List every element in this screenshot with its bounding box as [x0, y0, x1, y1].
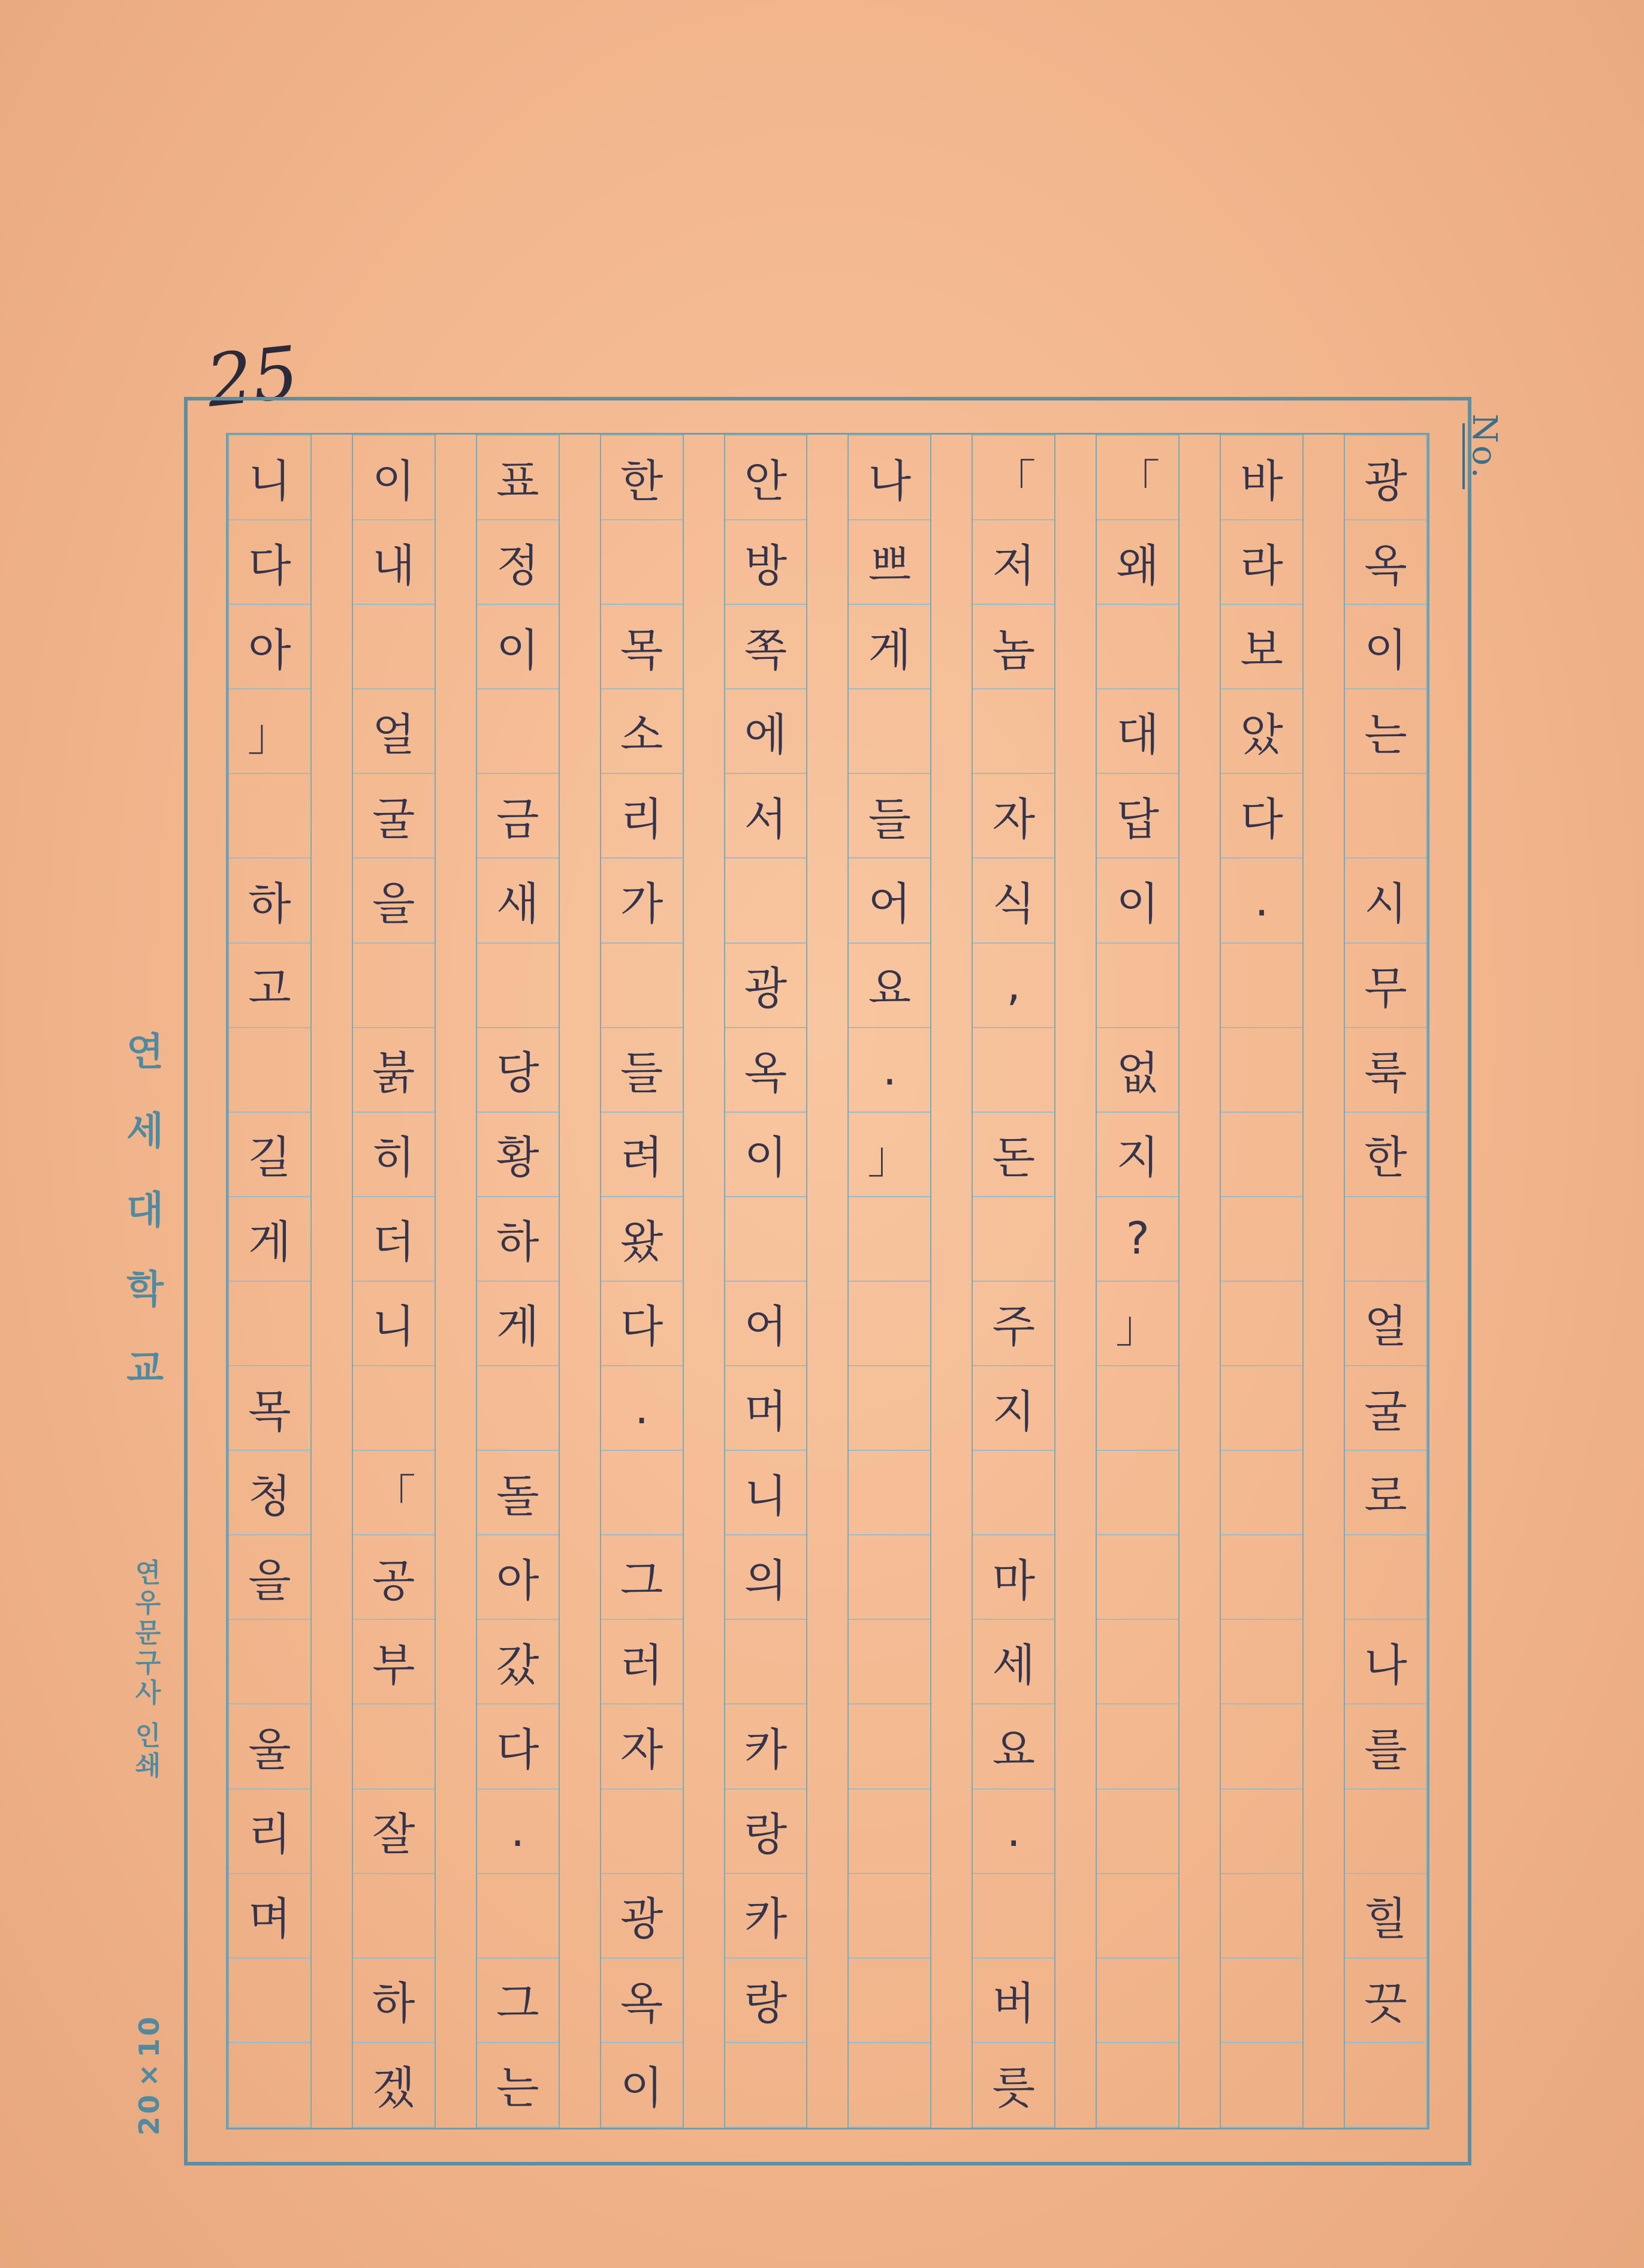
manuscript-cell: 주: [973, 1282, 1054, 1366]
manuscript-cell: 의: [725, 1535, 807, 1620]
manuscript-cell: 길: [229, 1113, 310, 1197]
manuscript-cell: 새: [477, 859, 559, 943]
manuscript-cell: 돌: [477, 1451, 559, 1535]
manuscript-cell: 황: [477, 1113, 559, 1197]
manuscript-cell: 어: [725, 1282, 807, 1366]
manuscript-cell: 더: [353, 1197, 435, 1282]
manuscript-cell: 놈: [973, 605, 1054, 689]
manuscript-cell: [229, 1620, 310, 1704]
manuscript-cell: .: [849, 1028, 930, 1113]
manuscript-cell: [973, 1874, 1054, 1959]
manuscript-cell: 방: [725, 520, 807, 605]
manuscript-cell: 쁘: [849, 520, 930, 605]
manuscript-cell: 」: [1097, 1282, 1178, 1366]
manuscript-cell: 없: [1097, 1028, 1178, 1113]
manuscript-cell: 답: [1097, 774, 1178, 859]
manuscript-column: [1344, 435, 1428, 2128]
column-gutter: [436, 435, 476, 2128]
school-name: 연세대학교: [119, 1031, 164, 1427]
manuscript-cell: [973, 1028, 1054, 1113]
manuscript-cell: 아: [477, 1535, 559, 1620]
manuscript-cell: 광: [1345, 435, 1426, 520]
manuscript-cell: 게: [477, 1282, 559, 1366]
manuscript-cell: 자: [601, 1704, 683, 1789]
manuscript-cell: 자: [973, 774, 1054, 859]
manuscript-cell: 요: [849, 944, 930, 1028]
manuscript-cell: 니: [725, 1451, 807, 1535]
manuscript-cell: [1097, 1959, 1178, 2043]
manuscript-cell: [601, 520, 683, 605]
manuscript-cell: [1221, 1620, 1302, 1704]
manuscript-cell: 서: [725, 774, 807, 859]
manuscript-cell: [1097, 1704, 1178, 1789]
manuscript-cell: [1221, 1535, 1302, 1620]
manuscript-cell: 릇: [973, 2043, 1054, 2128]
manuscript-cell: [601, 1451, 683, 1535]
manuscript-cell: .: [601, 1366, 683, 1451]
manuscript-cell: 이: [353, 435, 435, 520]
manuscript-cell: 옥: [601, 1959, 683, 2043]
no-label: No.: [1462, 414, 1504, 489]
manuscript-cell: 룩: [1345, 1028, 1426, 1113]
manuscript-cell: [1221, 1790, 1302, 1874]
manuscript-cell: [1345, 2043, 1426, 2128]
manuscript-cell: [477, 1366, 559, 1451]
grid-size-label: 20×10: [133, 2014, 165, 2136]
manuscript-cell: [1097, 1874, 1178, 1959]
manuscript-cell: [725, 1197, 807, 1282]
manuscript-cell: [1221, 1874, 1302, 1959]
manuscript-cell: 지: [1097, 1113, 1178, 1197]
manuscript-cell: [1221, 1282, 1302, 1366]
manuscript-cell: 왜: [1097, 520, 1178, 605]
manuscript-cell: 을: [353, 859, 435, 943]
manuscript-cell: 고: [229, 944, 310, 1028]
manuscript-cell: 울: [229, 1704, 310, 1789]
manuscript-cell: [229, 1282, 310, 1366]
manuscript-cell: [1345, 774, 1426, 859]
manuscript-cell: ?: [1097, 1197, 1178, 1282]
manuscript-cell: 시: [1345, 859, 1426, 943]
manuscript-cell: [849, 1620, 930, 1704]
manuscript-cell: 게: [229, 1197, 310, 1282]
manuscript-column: [847, 435, 931, 2128]
manuscript-cell: 저: [973, 520, 1054, 605]
manuscript-cell: .: [477, 1790, 559, 1874]
manuscript-cell: 」: [229, 689, 310, 774]
manuscript-cell: [601, 1790, 683, 1874]
manuscript-cell: 끗: [1345, 1959, 1426, 2043]
manuscript-cell: [1097, 1451, 1178, 1535]
column-gutter: [931, 435, 972, 2128]
manuscript-cell: [849, 1366, 930, 1451]
manuscript-cell: 이: [1097, 859, 1178, 943]
manuscript-cell: [849, 1959, 930, 2043]
manuscript-cell: [1097, 944, 1178, 1028]
manuscript-cell: [353, 1874, 435, 1959]
manuscript-cell: [353, 944, 435, 1028]
manuscript-cell: 당: [477, 1028, 559, 1113]
manuscript-cell: 하: [353, 1959, 435, 2043]
manuscript-cell: 광: [725, 944, 807, 1028]
manuscript-cell: [973, 1197, 1054, 1282]
column-gutter: [1304, 435, 1344, 2128]
manuscript-cell: 아: [229, 605, 310, 689]
manuscript-cell: [1221, 944, 1302, 1028]
manuscript-cell: [1345, 1197, 1426, 1282]
manuscript-cell: 는: [477, 2043, 559, 2128]
manuscript-column: [972, 435, 1055, 2128]
manuscript-cell: 버: [973, 1959, 1054, 2043]
manuscript-cell: [725, 2043, 807, 2128]
manuscript-cell: 「: [353, 1451, 435, 1535]
manuscript-cell: 리: [229, 1790, 310, 1874]
manuscript-cell: 니: [353, 1282, 435, 1366]
manuscript-cell: 이: [477, 605, 559, 689]
column-gutter: [560, 435, 600, 2128]
manuscript-cell: [849, 1874, 930, 1959]
manuscript-cell: [477, 944, 559, 1028]
manuscript-cell: 잘: [353, 1790, 435, 1874]
manuscript-cell: 이: [725, 1113, 807, 1197]
manuscript-cell: .: [1221, 859, 1302, 943]
manuscript-cell: 돈: [973, 1113, 1054, 1197]
column-gutter: [684, 435, 724, 2128]
manuscript-cell: [353, 605, 435, 689]
manuscript-cell: ,: [973, 944, 1054, 1028]
manuscript-cell: 나: [1345, 1620, 1426, 1704]
manuscript-cell: 쪽: [725, 605, 807, 689]
manuscript-cell: 정: [477, 520, 559, 605]
manuscript-cell: 」: [849, 1113, 930, 1197]
manuscript-cell: [1221, 1113, 1302, 1197]
manuscript-column: [228, 435, 312, 2128]
manuscript-cell: 러: [601, 1620, 683, 1704]
manuscript-column: [352, 435, 436, 2128]
manuscript-cell: 를: [1345, 1704, 1426, 1789]
manuscript-cell: [849, 1451, 930, 1535]
manuscript-cell: 청: [229, 1451, 310, 1535]
manuscript-cell: 머: [725, 1366, 807, 1451]
manuscript-cell: 마: [973, 1535, 1054, 1620]
manuscript-cell: 요: [973, 1704, 1054, 1789]
manuscript-cell: 카: [725, 1874, 807, 1959]
manuscript-cell: 목: [601, 605, 683, 689]
manuscript-cell: 들: [849, 774, 930, 859]
manuscript-cell: 갔: [477, 1620, 559, 1704]
manuscript-cell: [229, 1028, 310, 1113]
manuscript-cell: 을: [229, 1535, 310, 1620]
manuscript-cell: 내: [353, 520, 435, 605]
manuscript-cell: [229, 774, 310, 859]
manuscript-cell: 려: [601, 1113, 683, 1197]
manuscript-cell: 이: [601, 2043, 683, 2128]
manuscript-cell: 하: [477, 1197, 559, 1282]
manuscript-cell: [353, 1366, 435, 1451]
manuscript-cell: 한: [1345, 1113, 1426, 1197]
manuscript-cell: 게: [849, 605, 930, 689]
manuscript-cell: 았: [1221, 689, 1302, 774]
manuscript-cell: 부: [353, 1620, 435, 1704]
manuscript-cell: [849, 2043, 930, 2128]
manuscript-column: [1096, 435, 1180, 2128]
manuscript-cell: 다: [1221, 774, 1302, 859]
manuscript-cell: [477, 1874, 559, 1959]
manuscript-cell: 세: [973, 1620, 1054, 1704]
manuscript-column: [1220, 435, 1304, 2128]
manuscript-cell: 그: [601, 1535, 683, 1620]
manuscript-cell: [601, 944, 683, 1028]
column-gutter: [1055, 435, 1096, 2128]
manuscript-cell: [1097, 1620, 1178, 1704]
manuscript-cell: 가: [601, 859, 683, 943]
manuscript-cell: [1345, 1790, 1426, 1874]
manuscript-cell: [1097, 1790, 1178, 1874]
manuscript-cell: [229, 2043, 310, 2128]
manuscript-cell: 며: [229, 1874, 310, 1959]
manuscript-cell: 로: [1345, 1451, 1426, 1535]
manuscript-column: [600, 435, 684, 2128]
manuscript-cell: [1097, 1535, 1178, 1620]
manuscript-cell: 바: [1221, 435, 1302, 520]
manuscript-cell: [1221, 1704, 1302, 1789]
manuscript-cell: [477, 689, 559, 774]
manuscript-cell: 옥: [1345, 520, 1426, 605]
manuscript-cell: 힐: [1345, 1874, 1426, 1959]
manuscript-cell: [1097, 2043, 1178, 2128]
manuscript-cell: [1097, 1366, 1178, 1451]
manuscript-cell: 랑: [725, 1959, 807, 2043]
manuscript-cell: .: [973, 1790, 1054, 1874]
manuscript-cell: 다: [229, 520, 310, 605]
manuscript-cell: [1221, 2043, 1302, 2128]
manuscript-column: [476, 435, 560, 2128]
manuscript-cell: [1221, 1959, 1302, 2043]
manuscript-grid: [228, 435, 1428, 2128]
manuscript-cell: 어: [849, 859, 930, 943]
manuscript-cell: [1221, 1366, 1302, 1451]
manuscript-cell: 굴: [1345, 1366, 1426, 1451]
manuscript-cell: 겠: [353, 2043, 435, 2128]
manuscript-cell: 무: [1345, 944, 1426, 1028]
manuscript-cell: [229, 1959, 310, 2043]
manuscript-cell: [1221, 1197, 1302, 1282]
manuscript-cell: [849, 1535, 930, 1620]
manuscript-cell: [973, 689, 1054, 774]
manuscript-cell: [849, 1282, 930, 1366]
manuscript-cell: 그: [477, 1959, 559, 2043]
manuscript-cell: [849, 1197, 930, 1282]
manuscript-cell: 니: [229, 435, 310, 520]
manuscript-cell: 보: [1221, 605, 1302, 689]
column-gutter: [312, 435, 352, 2128]
manuscript-cell: 카: [725, 1704, 807, 1789]
manuscript-cell: [849, 1704, 930, 1789]
manuscript-cell: 금: [477, 774, 559, 859]
manuscript-cell: [725, 1620, 807, 1704]
column-gutter: [1180, 435, 1220, 2128]
manuscript-cell: 안: [725, 435, 807, 520]
manuscript-cell: 다: [601, 1282, 683, 1366]
manuscript-cell: 얼: [353, 689, 435, 774]
manuscript-cell: 히: [353, 1113, 435, 1197]
manuscript-cell: 소: [601, 689, 683, 774]
manuscript-cell: 목: [229, 1366, 310, 1451]
manuscript-cell: 공: [353, 1535, 435, 1620]
printer-name: 연우문구사 인쇄: [130, 1559, 161, 1782]
manuscript-cell: [1221, 1451, 1302, 1535]
manuscript-cell: [849, 689, 930, 774]
manuscript-cell: 옥: [725, 1028, 807, 1113]
manuscript-cell: 「: [1097, 435, 1178, 520]
manuscript-cell: 라: [1221, 520, 1302, 605]
manuscript-cell: [353, 1704, 435, 1789]
manuscript-cell: [1097, 605, 1178, 689]
manuscript-column: [724, 435, 808, 2128]
manuscript-cell: 지: [973, 1366, 1054, 1451]
manuscript-cell: 다: [477, 1704, 559, 1789]
manuscript-cell: 는: [1345, 689, 1426, 774]
manuscript-cell: 랑: [725, 1790, 807, 1874]
manuscript-cell: 에: [725, 689, 807, 774]
manuscript-cell: 대: [1097, 689, 1178, 774]
page-number: 25: [203, 331, 303, 424]
manuscript-cell: [973, 1451, 1054, 1535]
manuscript-cell: [725, 859, 807, 943]
manuscript-cell: [849, 1790, 930, 1874]
manuscript-cell: 나: [849, 435, 930, 520]
manuscript-cell: 표: [477, 435, 559, 520]
column-gutter: [807, 435, 847, 2128]
manuscript-cell: 굴: [353, 774, 435, 859]
manuscript-cell: 들: [601, 1028, 683, 1113]
manuscript-cell: 「: [973, 435, 1054, 520]
manuscript-cell: [1221, 1028, 1302, 1113]
manuscript-cell: 리: [601, 774, 683, 859]
manuscript-cell: [1345, 1535, 1426, 1620]
manuscript-cell: 이: [1345, 605, 1426, 689]
manuscript-cell: 얼: [1345, 1282, 1426, 1366]
manuscript-cell: 한: [601, 435, 683, 520]
manuscript-cell: 붉: [353, 1028, 435, 1113]
manuscript-cell: 하: [229, 859, 310, 943]
manuscript-cell: 왔: [601, 1197, 683, 1282]
manuscript-cell: 식: [973, 859, 1054, 943]
manuscript-cell: 광: [601, 1874, 683, 1959]
